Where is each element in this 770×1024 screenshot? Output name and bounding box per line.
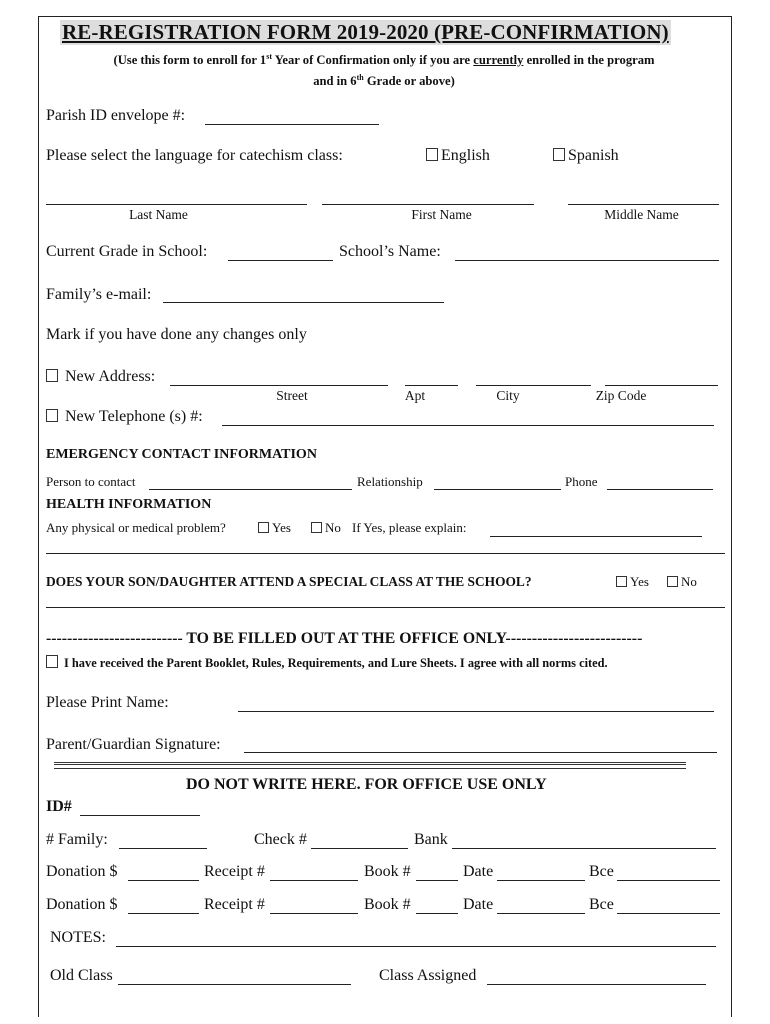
person-to-contact-field[interactable] xyxy=(149,489,352,490)
parish-id-field[interactable] xyxy=(205,124,379,125)
health-yes-label: Yes xyxy=(272,520,291,535)
id-field[interactable] xyxy=(80,815,200,816)
special-class-divider xyxy=(46,607,725,608)
subtitle-text: Year of Confirmation only if you are xyxy=(272,53,474,68)
receipt-field-1[interactable] xyxy=(270,880,358,881)
new-address-label: New Address: xyxy=(65,368,156,385)
agreement-row[interactable] xyxy=(46,655,608,671)
family-field[interactable] xyxy=(119,848,207,849)
health-explain-label: If Yes, please explain: xyxy=(352,520,467,535)
book-label-1: Book # xyxy=(364,863,411,880)
email-field[interactable] xyxy=(163,302,444,303)
school-field[interactable] xyxy=(455,260,719,261)
zip-caption: Zip Code xyxy=(595,388,647,403)
bank-label: Bank xyxy=(414,831,448,848)
old-class-field[interactable] xyxy=(118,984,351,985)
changes-label: Mark if you have done any changes only xyxy=(46,326,307,343)
apt-field[interactable] xyxy=(405,385,458,386)
new-address-row[interactable] xyxy=(46,368,155,386)
receipt-label-2: Receipt # xyxy=(204,896,265,913)
city-caption: City xyxy=(496,388,520,403)
special-class-no-label: No xyxy=(681,574,697,589)
health-question: Any physical or medical problem? xyxy=(46,520,226,535)
receipt-field-2[interactable] xyxy=(270,913,358,914)
language-option-spanish[interactable] xyxy=(553,147,619,165)
emergency-heading: EMERGENCY CONTACT INFORMATION xyxy=(46,447,317,462)
special-class-no-checkbox[interactable] xyxy=(667,576,678,587)
language-option-english[interactable] xyxy=(426,147,490,165)
class-assigned-field[interactable] xyxy=(487,984,706,985)
new-phone-checkbox[interactable] xyxy=(46,409,58,422)
apt-caption: Apt xyxy=(404,388,426,403)
health-no-checkbox[interactable] xyxy=(311,522,322,533)
english-checkbox[interactable] xyxy=(426,148,438,161)
subtitle-text: (Use this form to enroll for 1 xyxy=(113,53,267,68)
grade-label: Current Grade in School: xyxy=(46,243,208,260)
print-name-field[interactable] xyxy=(238,711,714,712)
subtitle-text: and in 6 xyxy=(313,74,357,89)
spanish-label: Spanish xyxy=(568,147,619,164)
signature-label: Parent/Guardian Signature: xyxy=(46,736,221,753)
health-explain-field[interactable] xyxy=(490,536,702,537)
relationship-field[interactable] xyxy=(434,489,561,490)
new-phone-label: New Telephone (s) #: xyxy=(65,408,203,425)
book-field-2[interactable] xyxy=(416,913,458,914)
old-class-label: Old Class xyxy=(50,967,113,984)
double-divider xyxy=(54,762,686,765)
notes-label: NOTES: xyxy=(50,929,106,946)
grade-field[interactable] xyxy=(228,260,333,261)
form-subtitle xyxy=(40,48,728,90)
subtitle-text: enrolled in the program xyxy=(523,53,655,68)
donation-label-1: Donation $ xyxy=(46,863,118,880)
special-class-yes-label: Yes xyxy=(630,574,649,589)
middle-name-field[interactable] xyxy=(568,204,719,205)
emergency-phone-label: Phone xyxy=(565,474,598,489)
email-label: Family’s e-mail: xyxy=(46,286,152,303)
class-assigned-label: Class Assigned xyxy=(379,967,477,984)
print-name-label: Please Print Name: xyxy=(46,694,169,711)
language-label: Please select the language for catechism class: xyxy=(46,147,343,164)
bce-field-1[interactable] xyxy=(617,880,720,881)
check-label: Check # xyxy=(254,831,307,848)
special-class-no-option[interactable] xyxy=(667,574,697,590)
middle-name-caption: Middle Name xyxy=(604,207,679,222)
first-name-caption: First Name xyxy=(411,207,472,222)
special-class-question: DOES YOUR SON/DAUGHTER ATTEND A SPECIAL CLASS AT THE SCHOOL? xyxy=(46,574,532,589)
donation-field-2[interactable] xyxy=(128,913,199,914)
bce-label-2: Bce xyxy=(589,896,614,913)
zip-field[interactable] xyxy=(605,385,718,386)
new-phone-field[interactable] xyxy=(222,425,714,426)
office-header: -------------------------- TO BE FILLED OUT AT THE OFFICE ONLY-------------------------- xyxy=(46,630,643,647)
date-label-1: Date xyxy=(463,863,494,880)
signature-field[interactable] xyxy=(244,752,717,753)
date-label-2: Date xyxy=(463,896,494,913)
receipt-label-1: Receipt # xyxy=(204,863,265,880)
donation-field-1[interactable] xyxy=(128,880,199,881)
last-name-field[interactable] xyxy=(46,204,307,205)
agreement-checkbox[interactable] xyxy=(46,655,58,668)
notes-field[interactable] xyxy=(116,946,716,947)
relationship-label: Relationship xyxy=(357,474,423,489)
double-divider-lower xyxy=(54,768,686,769)
bce-label-1: Bce xyxy=(589,863,614,880)
health-yes-checkbox[interactable] xyxy=(258,522,269,533)
school-label: School’s Name: xyxy=(339,243,441,260)
health-explain-extra-line[interactable] xyxy=(46,553,725,554)
subtitle-sup: st xyxy=(266,52,273,61)
date-field-2[interactable] xyxy=(497,913,585,914)
date-field-1[interactable] xyxy=(497,880,585,881)
street-field[interactable] xyxy=(170,385,388,386)
form-title: RE-REGISTRATION FORM 2019-2020 (PRE-CONFIRMATION) xyxy=(62,20,669,44)
bce-field-2[interactable] xyxy=(617,913,720,914)
subtitle-text: Grade or above) xyxy=(363,74,455,89)
special-class-yes-checkbox[interactable] xyxy=(616,576,627,587)
health-yes-option[interactable] xyxy=(258,520,291,536)
health-no-option[interactable] xyxy=(311,520,341,536)
check-field[interactable] xyxy=(311,848,408,849)
book-field-1[interactable] xyxy=(416,880,458,881)
health-heading: HEALTH INFORMATION xyxy=(46,497,212,512)
bank-field[interactable] xyxy=(452,848,716,849)
special-class-yes-option[interactable] xyxy=(616,574,649,590)
book-label-2: Book # xyxy=(364,896,411,913)
new-phone-row[interactable] xyxy=(46,408,203,426)
emergency-phone-field[interactable] xyxy=(607,489,713,490)
parish-id-label: Parish ID envelope #: xyxy=(46,107,186,124)
subtitle-underlined: currently xyxy=(473,53,524,68)
family-label: # Family: xyxy=(46,831,108,848)
new-address-checkbox[interactable] xyxy=(46,369,58,382)
city-field[interactable] xyxy=(476,385,591,386)
english-label: English xyxy=(441,147,490,164)
subtitle-sup: th xyxy=(356,73,364,83)
office-use-heading: DO NOT WRITE HERE. FOR OFFICE USE ONLY xyxy=(186,776,547,793)
person-to-contact-label: Person to contact xyxy=(46,474,136,489)
agreement-text: I have received the Parent Booklet, Rules, Requirements, and Lure Sheets. I agree with all norms cited. xyxy=(64,656,608,670)
health-no-label: No xyxy=(325,520,341,535)
donation-label-2: Donation $ xyxy=(46,896,118,913)
id-label: ID# xyxy=(46,798,72,815)
street-caption: Street xyxy=(276,388,308,403)
first-name-field[interactable] xyxy=(322,204,534,205)
spanish-checkbox[interactable] xyxy=(553,148,565,161)
last-name-caption: Last Name xyxy=(129,207,188,222)
